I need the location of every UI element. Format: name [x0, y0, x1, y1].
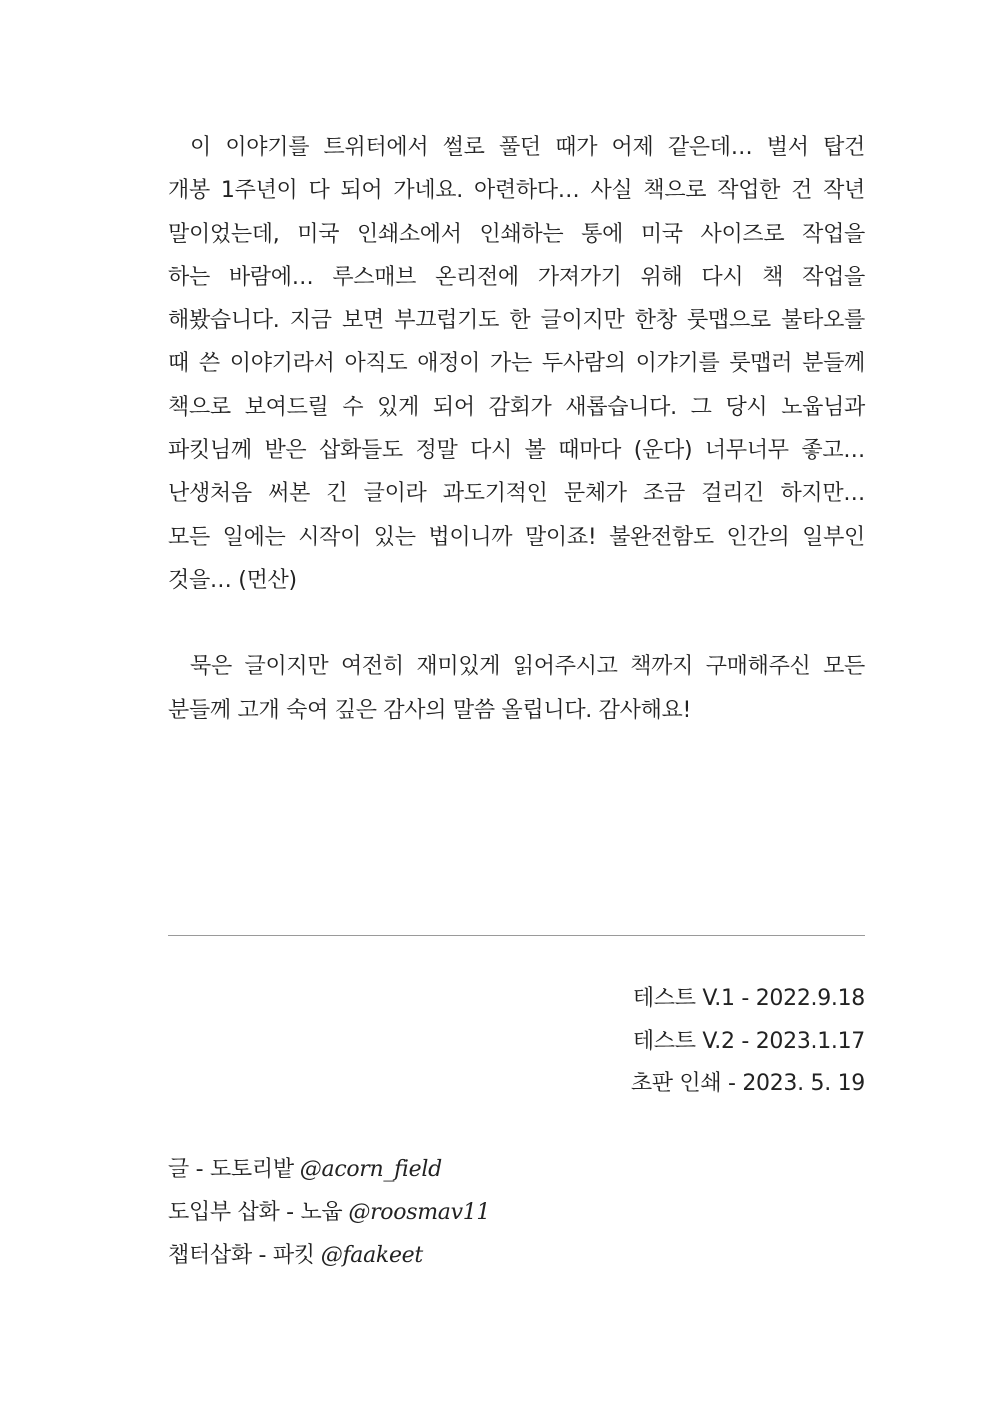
text-line: 난생처음 써본 긴 글이라 과도기적인 문체가 조금 걸리긴 하지만…	[168, 481, 865, 507]
credit-entry-writer	[168, 1148, 490, 1191]
credits	[168, 1148, 490, 1277]
text-line: 모든 일에는 시작이 있는 법이니까 말이죠! 불완전함도 인간의 일부인	[168, 524, 865, 550]
text-line: 것을… (먼산)	[168, 567, 297, 593]
text-line: 이 이야기를 트위터에서 썰로 풀던 때가 어제 같은데… 벌서 탑건	[190, 135, 865, 160]
credit-role: 챕터삽화 - 파킷	[168, 1243, 315, 1268]
edition-entry: 초판 인쇄 - 2023. 5. 19	[630, 1071, 865, 1096]
credit-entry-intro-illustration	[168, 1191, 490, 1234]
section-divider	[168, 935, 865, 936]
text-line: 묵은 글이지만 여전히 재미있게 읽어주시고 책까지 구매해주신 모든	[190, 654, 865, 680]
afterword-paragraph-1	[168, 126, 865, 602]
text-line: 개봉 1주년이 다 되어 가네요. 아련하다… 사실 책으로 작업한 건 작년	[168, 178, 865, 204]
credit-role: 도입부 삽화 - 노웁	[168, 1200, 343, 1225]
edition-history	[631, 978, 865, 1106]
credit-handle: @roosmav11	[348, 1200, 491, 1225]
text-line: 말이었는데, 미국 인쇄소에서 인쇄하는 통에 미국 사이즈로 작업을	[168, 221, 865, 247]
afterword-text	[168, 126, 865, 732]
text-line: 책으로 보여드릴 수 있게 되어 감회가 새롭습니다. 그 당시 노웁님과	[168, 394, 865, 420]
edition-entry: 테스트 V.2 - 2023.1.17	[632, 1028, 865, 1054]
credit-handle: @acorn_field	[299, 1157, 442, 1182]
credit-entry-chapter-illustration	[168, 1234, 490, 1277]
afterword-paragraph-2	[168, 645, 865, 732]
text-line: 파킷님께 받은 삽화들도 정말 다시 볼 때마다 (운다) 너무너무 좋고…	[168, 438, 865, 464]
text-line: 하는 바람에… 루스매브 온리전에 가져가기 위해 다시 책 작업을	[168, 264, 865, 290]
credit-handle: @faakeet	[320, 1243, 423, 1268]
text-line: 때 쓴 이야기라서 아직도 애정이 가는 두사람의 이갸기를 룻맵러 분들께	[168, 351, 865, 377]
edition-entry: 테스트 V.1 - 2022.9.18	[632, 986, 865, 1011]
text-line: 해봤습니다. 지금 보면 부끄럽기도 한 글이지만 한창 룻맵으로 불타오를	[168, 308, 865, 334]
text-line: 분들께 고개 숙여 깊은 감사의 말씀 올립니다. 감사해요!	[168, 697, 692, 723]
credit-role: 글 - 도토리밭	[168, 1157, 294, 1182]
